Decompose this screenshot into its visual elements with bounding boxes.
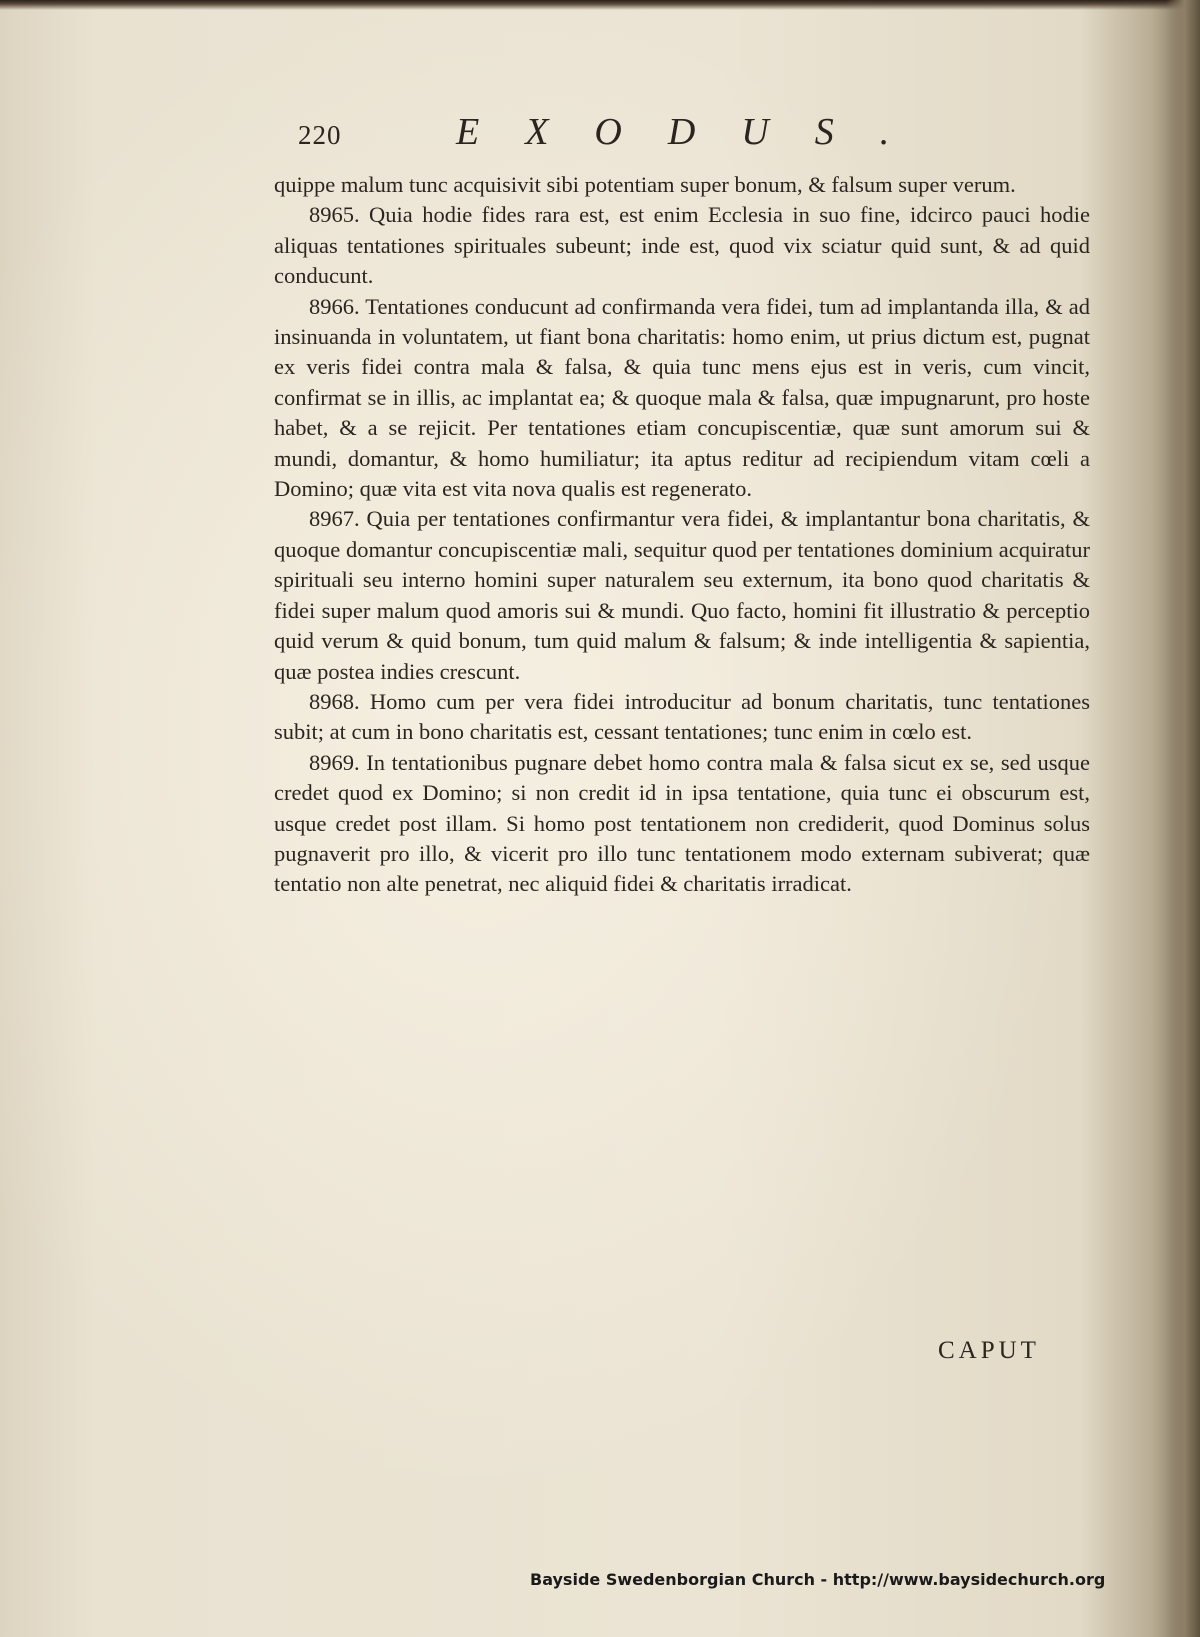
footer-credit: Bayside Swedenborgian Church - http://www.baysidechurch.org	[530, 1570, 1106, 1589]
catchword: CAPUT	[938, 1337, 1040, 1364]
paragraph-8967: 8967. Quia per tentationes confirmantur vera fidei, & implantantur bona charitatis, & quoque domantur concupiscentiæ mali, sequitur quod per tentationes dominium acquiratur spirituali seu interno homini super naturalem seu externum, ita bono quod charitatis & fidei super malum quod amoris sui & mundi. Quo facto, homini fit illustratio & perceptio quid verum & quid bonum, tum quid malum & falsum; & inde intelligentia & sapientia, quæ postea indies crescunt.	[274, 506, 1090, 684]
page-gutter-shadow	[1166, 0, 1200, 1637]
page-header	[298, 110, 938, 156]
paragraph-8965: 8965. Quia hodie fides rara est, est enim Ecclesia in suo fine, idcirco pauci hodie aliquas tentationes spirituales subeunt; inde est, quod vix sciatur quid sunt, & ad quid conducunt.	[274, 202, 1090, 289]
body-text	[274, 170, 1090, 900]
page-top-edge	[0, 0, 1200, 10]
paragraph-8969: 8969. In tentationibus pugnare debet homo contra mala & falsa sicut ex se, sed usque credet quod ex Domino; si non credit id in ipsa tentatione, quia tunc ei obscurum est, usque credet post illam. Si homo post tentationem non crediderit, quod Dominus solus pugnaverit pro illo, & vicerit pro illo tunc tentationem modo externam subiverat; quæ tentatio non alte penetrat, nec aliquid fidei & charitatis irradicat.	[274, 749, 1090, 897]
paragraph-continuation: quippe malum tunc acquisivit sibi potentiam super bonum, & falsum super verum.	[274, 172, 1016, 197]
running-title: EXODUS.	[456, 111, 936, 153]
page-number: 220	[298, 120, 342, 150]
paragraph-8966: 8966. Tentationes conducunt ad confirmanda vera fidei, tum ad implantanda illa, & ad insinuanda in voluntatem, ut fiant bona charitatis: homo enim, ut prius dictum est, pugnat ex veris fidei contra mala & falsa, & quia tunc mens ejus est in veris, cum vincit, confirmat se in illis, ac implantat ea; & quoque mala & falsa, quæ impugnarunt, pro hoste habet, & a se rejicit. Per tentationes etiam concupiscentiæ, quæ sunt amorum sui & mundi, domantur, & homo humiliatur; ita aptus reditur ad recipiendum vitam cœli a Domino; quæ vita est vita nova qualis est regenerato.	[274, 293, 1090, 502]
paragraph-8968: 8968. Homo cum per vera fidei introducitur ad bonum charitatis, tunc tentationes subit; at cum in bono charitatis est, cessant tentationes; tunc enim in cœlo est.	[274, 688, 1090, 745]
